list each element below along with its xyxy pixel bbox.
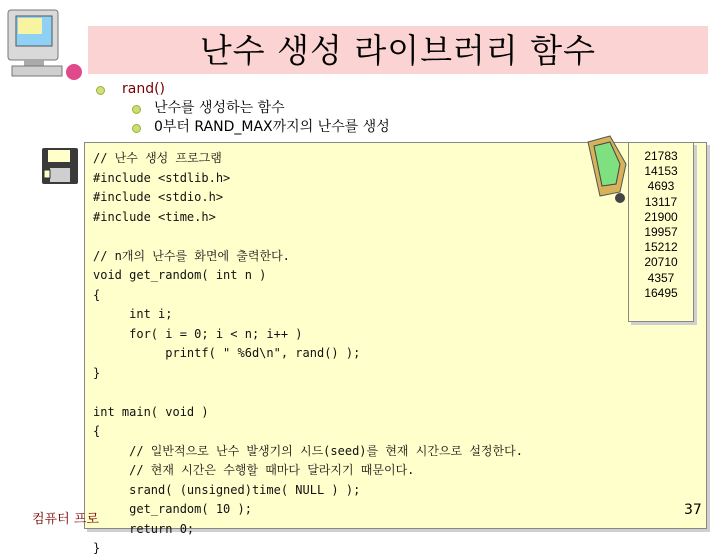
code-line: { [93,287,101,302]
floppy-disk-icon [40,146,80,186]
output-values [629,149,693,301]
code-line: // 현재 시간은 수행할 때마다 달라지기 때문이다. [93,463,415,477]
code-line: #include <time.h> [93,209,216,224]
output-value: 21900 [644,209,678,224]
output-value: 21783 [644,149,678,163]
code-line: void get_random( int n ) [93,268,267,282]
code-line: // n개의 난수를 화면에 출력한다. [93,248,290,263]
output-value: 4357 [647,270,675,285]
output-value: 20710 [644,255,678,270]
code-line: printf( " %6d\n", rand() ); [93,346,361,360]
slide-title: 난수 생성 라이브러리 함수 [199,31,597,70]
code-line: } [93,365,101,380]
code-line: srand( (unsigned)time( NULL ) ); [93,482,361,497]
output-value: 14153 [644,164,678,179]
code-line: int i; [93,307,173,321]
code-block [93,149,523,559]
output-value: 19957 [644,225,678,240]
bullet-list [96,80,390,137]
code-line: // 난수 생성 프로그램 [93,151,222,165]
output-value: 15212 [644,240,678,255]
code-line: return 0; [93,521,195,536]
bullet-sub-2: 0부터 RAND_MAX까지의 난수를 생성 [96,118,390,137]
code-line: for( i = 0; i < n; i++ ) [93,326,303,341]
code-line: } [93,541,101,555]
code-line: // 일반적으로 난수 발생기의 시드(seed)를 현재 시간으로 설정한다. [93,443,523,458]
phone-icon [580,134,632,206]
output-panel [628,142,694,322]
output-value: 13117 [644,194,678,209]
page-number: 37 [684,502,702,518]
footer-text: 컴퓨터 프로 [32,512,99,527]
bullet-sub-1: 난수를 생성하는 함수 [96,99,390,118]
code-line: #include <stdlib.h> [93,170,231,185]
computer-icon [4,4,84,84]
code-line: int main( void ) [93,404,209,419]
output-value: 4693 [647,179,675,194]
code-line: { [93,424,101,438]
bullet-main: rand() [96,80,390,99]
output-value: 16495 [644,285,678,300]
code-line: #include <stdio.h> [93,190,224,204]
code-line: get_random( 10 ); [93,502,252,516]
